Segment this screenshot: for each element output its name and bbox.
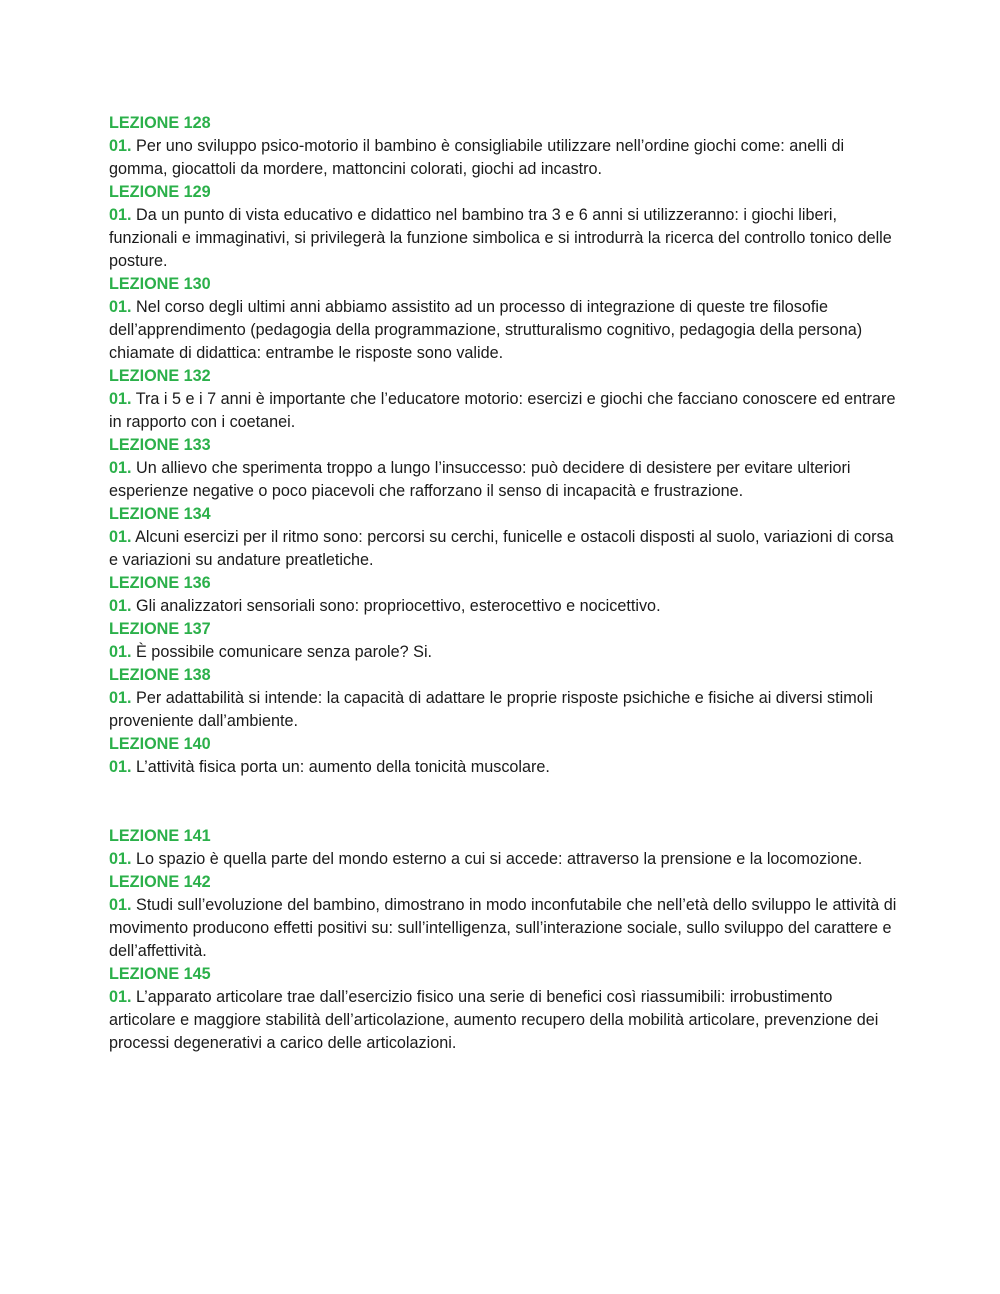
lesson-heading: LEZIONE 138 [109, 666, 211, 684]
lesson-block [109, 871, 899, 963]
lesson-answer [109, 986, 899, 1055]
question-number: 01. [109, 758, 132, 776]
question-number: 01. [109, 459, 132, 477]
question-number: 01. [109, 206, 132, 224]
answer-text: L’apparato articolare trae dall’esercizio fisico una serie di benefici così riassumibili: irrobustimento articolare e maggiore stabilità dell’articolazione, aumento recupero della mobilità articolare, prevenzione dei processi degenerativi a carico delle articolazioni. [109, 988, 879, 1052]
lesson-heading: LEZIONE 142 [109, 873, 211, 891]
question-number: 01. [109, 896, 132, 914]
lesson-answer [109, 687, 899, 733]
lesson-block [109, 664, 899, 733]
lesson-answer [109, 135, 899, 181]
question-number: 01. [109, 850, 132, 868]
answer-text: Per adattabilità si intende: la capacità di adattare le proprie risposte psichiche e fisiche ai diversi stimoli proveniente dall’ambiente. [109, 689, 873, 730]
answer-text: Un allievo che sperimenta troppo a lungo l’insuccesso: può decidere di desistere per evitare ulteriori esperienze negative o poco piacevoli che rafforzano il senso di incapacità e frustrazione. [109, 459, 851, 500]
question-number: 01. [109, 597, 132, 615]
section-gap [109, 779, 899, 825]
document-content [109, 112, 899, 1055]
answer-text: Gli analizzatori sensoriali sono: propriocettivo, esterocettivo e nocicettivo. [136, 597, 661, 615]
lesson-block [109, 112, 899, 181]
lesson-block [109, 434, 899, 503]
lesson-answer [109, 526, 899, 572]
lesson-block [109, 963, 899, 1055]
answer-text: Nel corso degli ultimi anni abbiamo assistito ad un processo di integrazione di queste tre filosofie dell’apprendimento (pedagogia della programmazione, strutturalismo cognitivo, pedagogia della persona) chiamate di didattica: entrambe le risposte sono valide. [109, 298, 863, 362]
lesson-heading: LEZIONE 137 [109, 620, 211, 638]
lesson-heading: LEZIONE 141 [109, 827, 211, 845]
lesson-answer [109, 894, 899, 963]
lesson-answer [109, 388, 899, 434]
lesson-answer [109, 457, 899, 503]
question-number: 01. [109, 390, 132, 408]
answer-text: L’attività fisica porta un: aumento della tonicità muscolare. [136, 758, 550, 776]
lesson-block [109, 618, 899, 664]
lesson-answer [109, 296, 899, 365]
answer-text: Per uno sviluppo psico-motorio il bambino è consigliabile utilizzare nell’ordine giochi come: anelli di gomma, giocattoli da mordere, mattoncini colorati, giochi ad incastro. [109, 137, 845, 178]
question-number: 01. [109, 988, 132, 1006]
lesson-heading: LEZIONE 145 [109, 965, 211, 983]
question-number: 01. [109, 689, 132, 707]
lesson-heading: LEZIONE 134 [109, 505, 211, 523]
question-number: 01. [109, 137, 132, 155]
answer-text: Alcuni esercizi per il ritmo sono: percorsi su cerchi, funicelle e ostacoli disposti al suolo, variazioni di corsa e variazioni su andature preatletiche. [109, 528, 894, 569]
answer-text: Lo spazio è quella parte del mondo esterno a cui si accede: attraverso la prensione e la locomozione. [136, 850, 863, 868]
lesson-answer [109, 641, 899, 664]
lesson-answer [109, 756, 899, 779]
question-number: 01. [109, 528, 132, 546]
lesson-heading: LEZIONE 130 [109, 275, 211, 293]
lesson-block [109, 825, 899, 871]
lesson-answer [109, 204, 899, 273]
answer-text: Studi sull’evoluzione del bambino, dimostrano in modo inconfutabile che nell’età dello sviluppo le attività di movimento producono effetti positivi su: sull’intelligenza, sull’interazione sociale, sullo sviluppo del carattere e dell’affettività. [109, 896, 897, 960]
lesson-heading: LEZIONE 136 [109, 574, 211, 592]
answer-text: Tra i 5 e i 7 anni è importante che l’educatore motorio: esercizi e giochi che facciano conoscere ed entrare in rapporto con i coetanei. [109, 390, 896, 431]
lesson-block [109, 273, 899, 365]
lesson-answer [109, 595, 899, 618]
lesson-block [109, 181, 899, 273]
lesson-heading: LEZIONE 128 [109, 114, 211, 132]
lesson-block [109, 503, 899, 572]
lesson-block [109, 733, 899, 779]
lesson-answer [109, 848, 899, 871]
lesson-block [109, 572, 899, 618]
lesson-heading: LEZIONE 132 [109, 367, 211, 385]
lesson-block [109, 365, 899, 434]
lesson-heading: LEZIONE 140 [109, 735, 211, 753]
answer-text: È possibile comunicare senza parole? Si. [136, 643, 433, 661]
lesson-heading: LEZIONE 129 [109, 183, 211, 201]
answer-text: Da un punto di vista educativo e didattico nel bambino tra 3 e 6 anni si utilizzeranno: i giochi liberi, funzionali e immaginativi, si privilegerà la funzione simbolica e si introdurrà la ricerca del controllo tonico delle posture. [109, 206, 892, 270]
question-number: 01. [109, 298, 132, 316]
lesson-heading: LEZIONE 133 [109, 436, 211, 454]
question-number: 01. [109, 643, 132, 661]
